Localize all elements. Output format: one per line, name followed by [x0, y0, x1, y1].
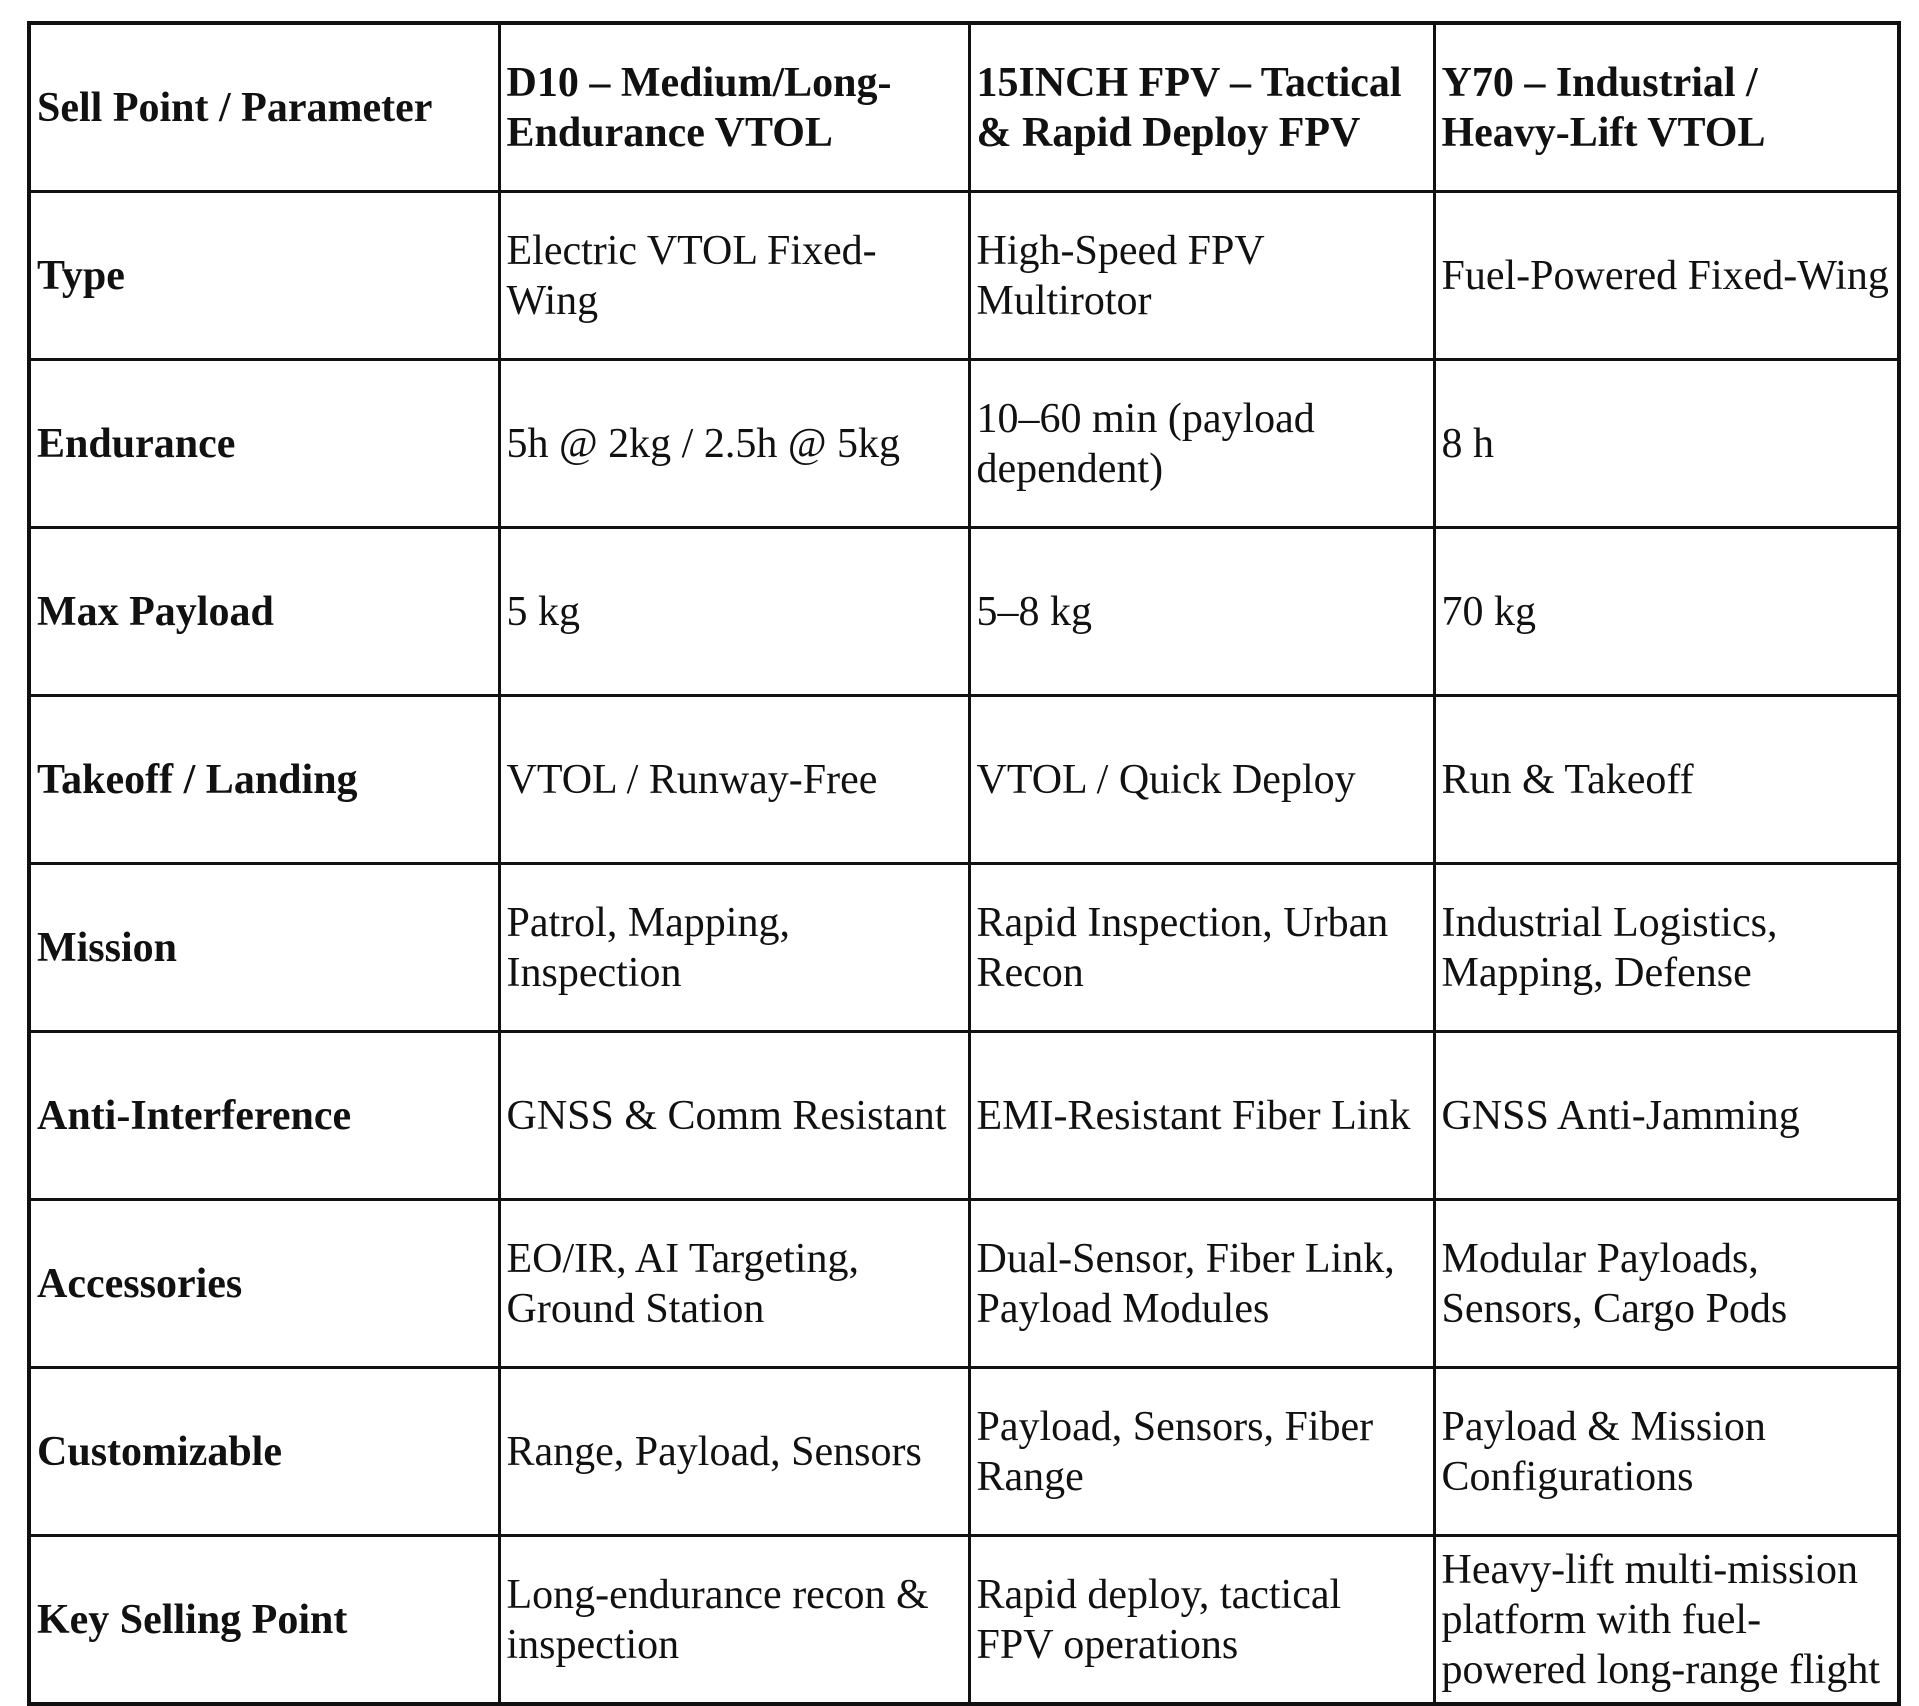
- fpv-value-cell: Rapid Inspection, Urban Recon: [969, 864, 1434, 1032]
- row-label-cell: Customizable: [29, 1368, 499, 1536]
- row-label-cell: Endurance: [29, 360, 499, 528]
- header-cell-15inch-fpv: 15INCH FPV – Tactical & Rapid Deploy FPV: [969, 23, 1434, 192]
- y70-value-cell: GNSS Anti-Jamming: [1434, 1032, 1899, 1200]
- row-label-cell: Max Payload: [29, 528, 499, 696]
- y70-value-cell: Industrial Logistics, Mapping, Defense: [1434, 864, 1899, 1032]
- row-label-cell: Type: [29, 192, 499, 360]
- fpv-value-cell: EMI-Resistant Fiber Link: [969, 1032, 1434, 1200]
- table-row: [29, 1032, 1899, 1200]
- table-row: [29, 1536, 1899, 1705]
- row-label-cell: Takeoff / Landing: [29, 696, 499, 864]
- fpv-value-cell: 10–60 min (payload dependent): [969, 360, 1434, 528]
- table-row: [29, 1200, 1899, 1368]
- y70-value-cell: Payload & Mission Configurations: [1434, 1368, 1899, 1536]
- table-row: [29, 360, 1899, 528]
- comparison-table: [27, 21, 1901, 1706]
- y70-value-cell: Modular Payloads, Sensors, Cargo Pods: [1434, 1200, 1899, 1368]
- table-row: [29, 1368, 1899, 1536]
- fpv-value-cell: High-Speed FPV Multirotor: [969, 192, 1434, 360]
- header-cell-y70: Y70 – Industrial / Heavy-Lift VTOL: [1434, 23, 1899, 192]
- d10-value-cell: Range, Payload, Sensors: [499, 1368, 969, 1536]
- fpv-value-cell: VTOL / Quick Deploy: [969, 696, 1434, 864]
- d10-value-cell: GNSS & Comm Resistant: [499, 1032, 969, 1200]
- d10-value-cell: 5h @ 2kg / 2.5h @ 5kg: [499, 360, 969, 528]
- d10-value-cell: Patrol, Mapping, Inspection: [499, 864, 969, 1032]
- fpv-value-cell: Payload, Sensors, Fiber Range: [969, 1368, 1434, 1536]
- row-label-cell: Anti-Interference: [29, 1032, 499, 1200]
- d10-value-cell: Long-endurance recon & inspection: [499, 1536, 969, 1705]
- header-cell-d10: D10 – Medium/Long-Endurance VTOL: [499, 23, 969, 192]
- y70-value-cell: Heavy-lift multi-mission platform with fuel-powered long-range flight: [1434, 1536, 1899, 1705]
- y70-value-cell: Fuel-Powered Fixed-Wing: [1434, 192, 1899, 360]
- d10-value-cell: VTOL / Runway-Free: [499, 696, 969, 864]
- row-label-cell: Mission: [29, 864, 499, 1032]
- row-label-cell: Accessories: [29, 1200, 499, 1368]
- fpv-value-cell: Dual-Sensor, Fiber Link, Payload Modules: [969, 1200, 1434, 1368]
- fpv-value-cell: Rapid deploy, tactical FPV operations: [969, 1536, 1434, 1705]
- row-label-cell: Key Selling Point: [29, 1536, 499, 1705]
- d10-value-cell: 5 kg: [499, 528, 969, 696]
- table-row: [29, 192, 1899, 360]
- table-row: [29, 696, 1899, 864]
- table-row: [29, 864, 1899, 1032]
- y70-value-cell: 8 h: [1434, 360, 1899, 528]
- table-row: [29, 528, 1899, 696]
- d10-value-cell: Electric VTOL Fixed-Wing: [499, 192, 969, 360]
- header-cell-parameter: Sell Point / Parameter: [29, 23, 499, 192]
- d10-value-cell: EO/IR, AI Targeting, Ground Station: [499, 1200, 969, 1368]
- fpv-value-cell: 5–8 kg: [969, 528, 1434, 696]
- y70-value-cell: Run & Takeoff: [1434, 696, 1899, 864]
- y70-value-cell: 70 kg: [1434, 528, 1899, 696]
- header-row: [29, 23, 1899, 192]
